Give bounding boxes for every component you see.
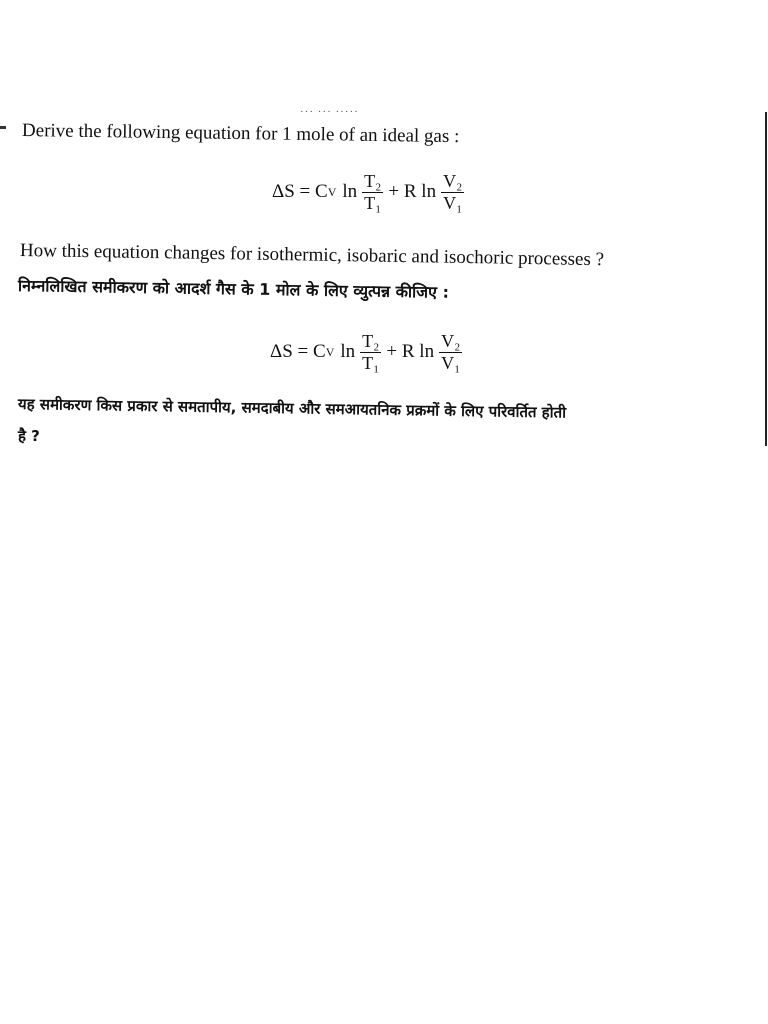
entropy-equation-english <box>272 172 469 213</box>
plus-r-ln: + R ln <box>388 181 437 203</box>
temperature-fraction <box>360 332 381 373</box>
v2-numerator: V₂ <box>441 331 461 351</box>
v1-denominator: V₁ <box>441 352 461 373</box>
t2-numerator: T₂ <box>362 331 380 351</box>
cropped-header-text: ··· ··· ····· <box>300 106 359 118</box>
equation-lhs: ΔS = C <box>270 341 326 363</box>
right-margin-rule <box>765 112 767 446</box>
v1-denominator: V₁ <box>443 192 463 213</box>
volume-fraction <box>441 172 464 213</box>
equation-lhs: ΔS = C <box>272 181 328 203</box>
ln-text: ln <box>340 341 356 363</box>
followup-hindi-line1: यह समीकरण किस प्रकार से समतापीय, समदाबीय और समआयतनिक प्रक्रमों के लिए परिवर्तित होती <box>17 395 567 422</box>
volume-fraction <box>439 332 462 373</box>
cv-subscript: V <box>325 344 335 359</box>
followup-hindi-line2: है ? <box>18 427 40 445</box>
question-english: Derive the following equation for 1 mole of an ideal gas : <box>21 120 460 148</box>
entropy-equation-hindi <box>270 332 467 373</box>
t2-numerator: T₂ <box>364 171 382 191</box>
v2-numerator: V₂ <box>443 171 463 191</box>
t1-denominator: T₁ <box>364 192 382 213</box>
temperature-fraction <box>362 172 383 213</box>
followup-english: How this equation changes for isothermic, isobaric and isochoric processes ? <box>19 240 605 271</box>
question-hindi: निम्नलिखित समीकरण को आदर्श गैस के 1 मोल के लिए व्युत्पन्न कीजिए : <box>17 276 450 302</box>
cv-subscript: V <box>327 184 337 199</box>
plus-r-ln: + R ln <box>386 341 435 363</box>
question-marker <box>0 126 6 129</box>
ln-text: ln <box>342 181 358 203</box>
t1-denominator: T₁ <box>362 352 380 373</box>
